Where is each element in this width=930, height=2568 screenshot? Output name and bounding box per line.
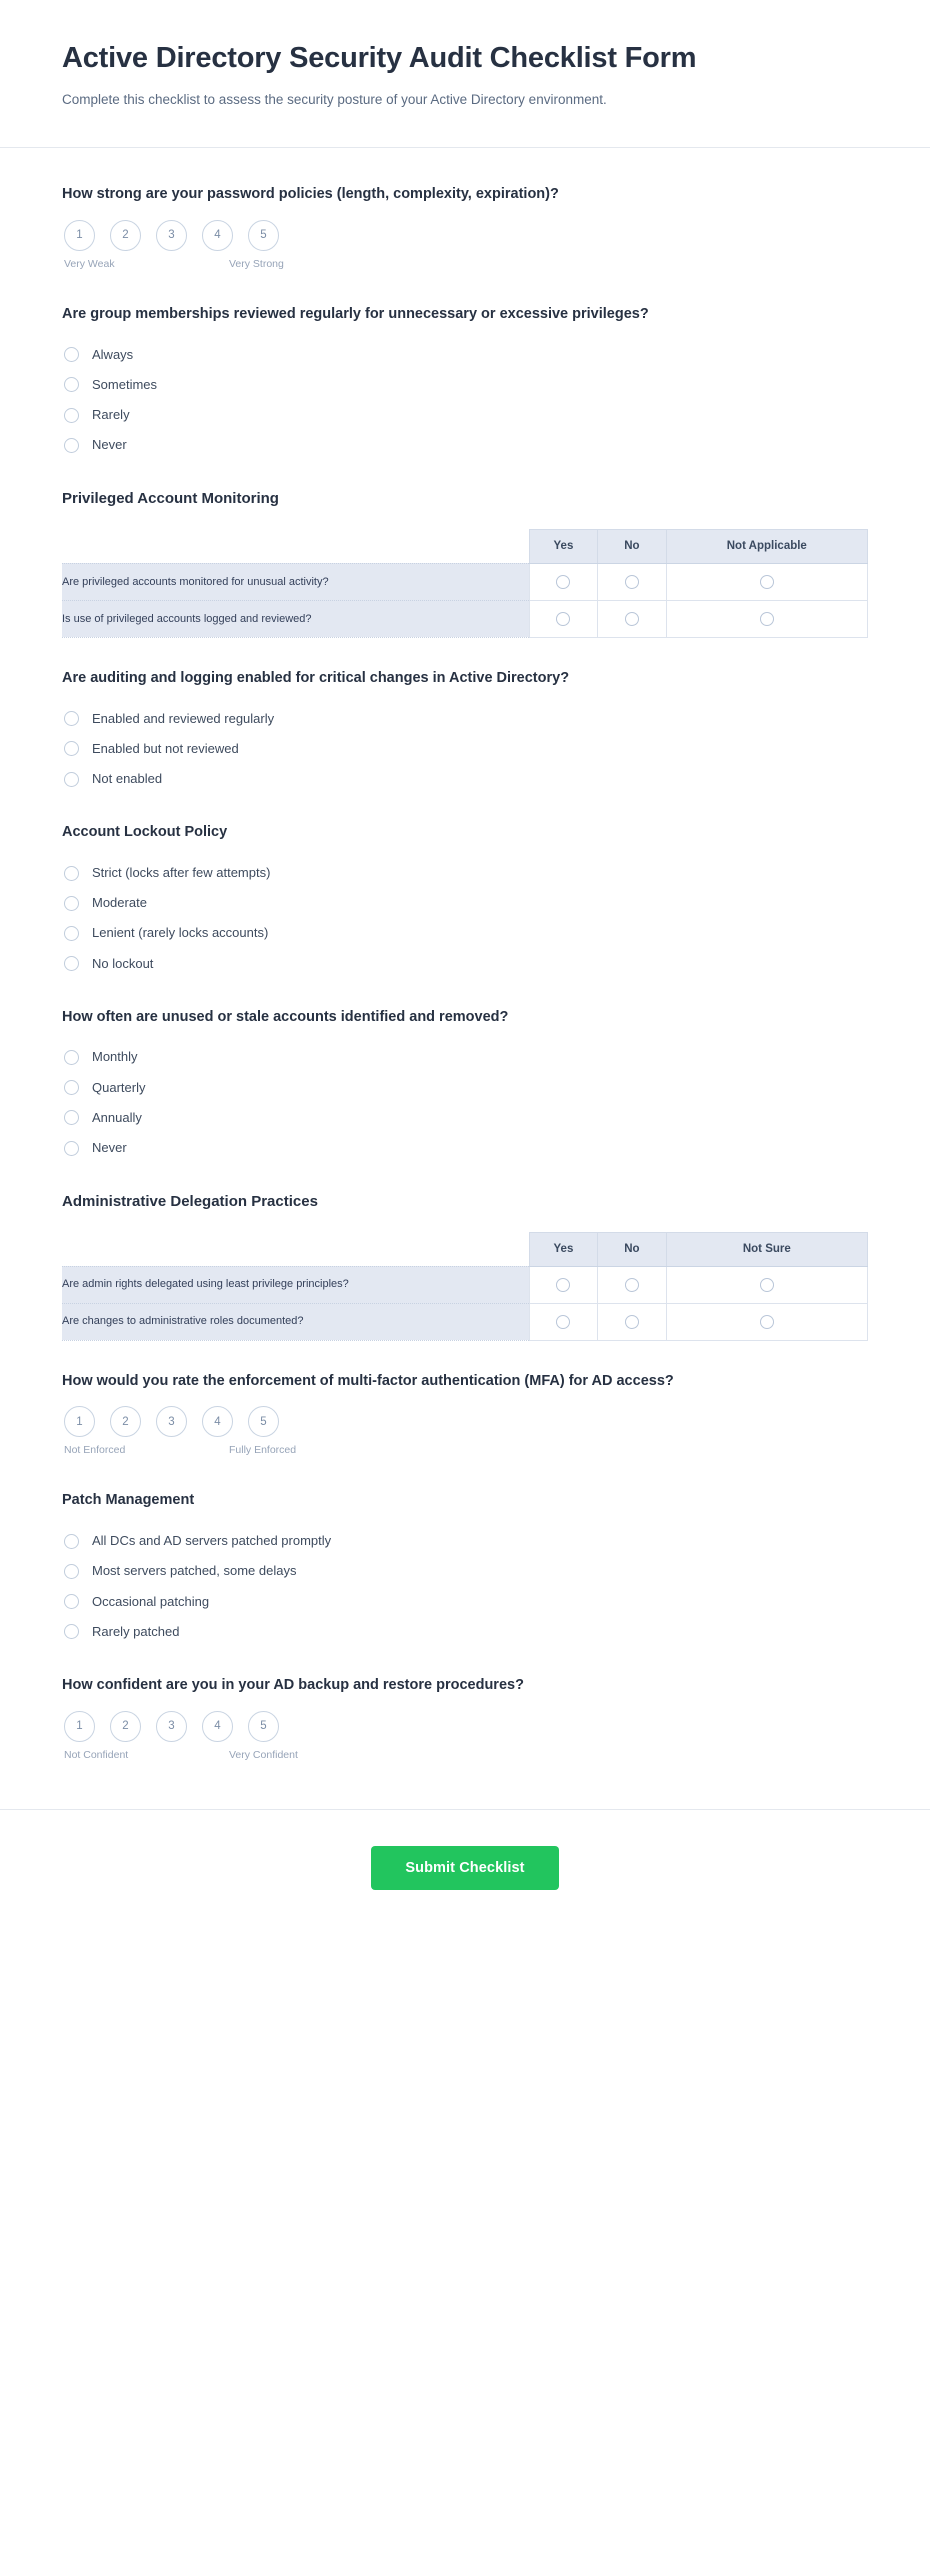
radio-option-label: Always	[92, 346, 134, 362]
radio-option[interactable]	[64, 400, 868, 430]
matrix-option-cell[interactable]	[666, 1266, 867, 1303]
radio-circle-icon[interactable]	[625, 575, 639, 589]
radio-option-label: Not enabled	[92, 771, 163, 787]
matrix-option-cell[interactable]	[666, 1303, 867, 1340]
radio-circle-icon[interactable]	[64, 711, 79, 726]
rating-option-4[interactable]: 4	[202, 1406, 233, 1437]
radio-option[interactable]	[64, 1617, 868, 1647]
rating-legend	[64, 1444, 324, 1462]
question-group-membership-review	[62, 294, 868, 479]
radio-option-label: Annually	[92, 1109, 142, 1125]
radio-option[interactable]	[64, 764, 868, 794]
matrix-column-header: No	[598, 1232, 666, 1266]
matrix-option-cell[interactable]	[529, 563, 597, 600]
radio-option[interactable]	[64, 1103, 868, 1133]
rating-option-3[interactable]: 3	[156, 1711, 187, 1742]
matrix-table-wrapper	[62, 529, 868, 638]
matrix-option-cell[interactable]	[598, 600, 666, 637]
radio-option-label: Monthly	[92, 1049, 138, 1065]
radio-circle-icon[interactable]	[760, 1278, 774, 1292]
radio-option[interactable]	[64, 340, 868, 370]
matrix-row	[62, 1303, 868, 1340]
radio-option[interactable]	[64, 1133, 868, 1163]
radio-circle-icon[interactable]	[64, 408, 79, 423]
radio-option[interactable]	[64, 704, 868, 734]
radio-option[interactable]	[64, 734, 868, 764]
radio-circle-icon[interactable]	[64, 926, 79, 941]
radio-circle-icon[interactable]	[556, 1315, 570, 1329]
matrix-option-cell[interactable]	[598, 1303, 666, 1340]
question-label: Are auditing and logging enabled for critical changes in Active Directory?	[62, 669, 570, 686]
radio-option[interactable]	[64, 1042, 868, 1072]
rating-option-1[interactable]: 1	[64, 1406, 95, 1437]
matrix-header-row	[62, 529, 868, 563]
matrix-header-row	[62, 1232, 868, 1266]
question-label: Administrative Delegation Practices	[62, 1193, 318, 1211]
matrix-table	[62, 529, 868, 638]
radio-circle-icon[interactable]	[556, 575, 570, 589]
matrix-column-header: Yes	[529, 1232, 597, 1266]
radio-circle-icon[interactable]	[64, 896, 79, 911]
matrix-table-wrapper	[62, 1232, 868, 1341]
radio-circle-icon[interactable]	[64, 956, 79, 971]
rating-scale	[64, 1711, 868, 1742]
matrix-option-cell[interactable]	[598, 563, 666, 600]
radio-circle-icon[interactable]	[625, 1315, 639, 1329]
question-administrative-delegation-practices	[62, 1181, 868, 1361]
radio-option-label: Rarely	[92, 407, 130, 423]
radio-option-label: Moderate	[92, 895, 147, 911]
question-stale-account-removal	[62, 997, 868, 1182]
question-label: How strong are your password policies (length, complexity, expiration)?	[62, 186, 559, 203]
matrix-column-header: Yes	[529, 529, 597, 563]
matrix-row-label: Are privileged accounts monitored for unusual activity?	[62, 563, 529, 600]
radio-group	[64, 1042, 868, 1163]
radio-circle-icon[interactable]	[625, 612, 639, 626]
form-header	[0, 0, 930, 148]
rating-legend-low: Not Enforced	[64, 1444, 126, 1457]
radio-option[interactable]	[64, 430, 868, 460]
rating-option-2[interactable]: 2	[110, 1406, 141, 1437]
radio-circle-icon[interactable]	[760, 1315, 774, 1329]
matrix-table	[62, 1232, 868, 1341]
matrix-row-label: Are changes to administrative roles documented?	[62, 1303, 529, 1340]
matrix-row	[62, 1266, 868, 1303]
radio-option-label: Quarterly	[92, 1079, 146, 1095]
rating-option-3[interactable]: 3	[156, 1406, 187, 1437]
matrix-option-cell[interactable]	[598, 1266, 666, 1303]
questions-container	[0, 148, 930, 1785]
rating-option-2[interactable]: 2	[110, 220, 141, 251]
radio-option[interactable]	[64, 1073, 868, 1103]
rating-legend-high: Very Strong	[229, 257, 284, 270]
radio-circle-icon[interactable]	[760, 575, 774, 589]
radio-option-label: Most servers patched, some delays	[92, 1563, 297, 1579]
matrix-column-header: Not Applicable	[666, 529, 867, 563]
radio-option-label: Lenient (rarely locks accounts)	[92, 925, 269, 941]
radio-circle-icon[interactable]	[64, 347, 79, 362]
page-subtitle: Complete this checklist to assess the security posture of your Active Directory environment.	[62, 92, 607, 108]
page-title: Active Directory Security Audit Checklist Form	[62, 42, 697, 74]
question-patch-management	[62, 1480, 868, 1665]
matrix-row-label: Is use of privileged accounts logged and reviewed?	[62, 600, 529, 637]
radio-option-label: No lockout	[92, 955, 154, 971]
radio-option-label: Enabled but not reviewed	[92, 740, 239, 756]
question-password-policy-strength	[62, 174, 868, 294]
radio-option-label: Never	[92, 437, 127, 453]
rating-option-1[interactable]: 1	[64, 220, 95, 251]
radio-circle-icon[interactable]	[64, 1141, 79, 1156]
radio-option[interactable]	[64, 858, 868, 888]
radio-option-label: Rarely patched	[92, 1623, 180, 1639]
question-label: Account Lockout Policy	[62, 824, 228, 841]
radio-circle-icon[interactable]	[64, 772, 79, 787]
matrix-row	[62, 563, 868, 600]
radio-circle-icon[interactable]	[625, 1278, 639, 1292]
radio-circle-icon[interactable]	[64, 1624, 79, 1639]
rating-scale	[64, 1406, 868, 1437]
radio-option[interactable]	[64, 370, 868, 400]
rating-legend-high: Fully Enforced	[229, 1444, 297, 1457]
matrix-option-cell[interactable]	[666, 563, 867, 600]
rating-option-4[interactable]: 4	[202, 220, 233, 251]
radio-option[interactable]	[64, 918, 868, 948]
radio-option[interactable]	[64, 1556, 868, 1586]
question-label: How would you rate the enforcement of multi-factor authentication (MFA) for AD access?	[62, 1372, 674, 1389]
radio-option-label: Sometimes	[92, 376, 158, 392]
matrix-corner-cell	[62, 529, 529, 563]
rating-legend	[64, 258, 324, 276]
question-label: How often are unused or stale accounts identified and removed?	[62, 1008, 509, 1025]
rating-option-4[interactable]: 4	[202, 1711, 233, 1742]
question-auditing-logging-enabled	[62, 658, 868, 812]
question-label: Patch Management	[62, 1492, 195, 1509]
radio-option[interactable]	[64, 1526, 868, 1556]
rating-option-5[interactable]: 5	[248, 1711, 279, 1742]
question-mfa-enforcement	[62, 1361, 868, 1481]
radio-circle-icon[interactable]	[64, 377, 79, 392]
radio-option[interactable]	[64, 949, 868, 979]
radio-circle-icon[interactable]	[64, 866, 79, 881]
radio-circle-icon[interactable]	[64, 1564, 79, 1579]
matrix-column-header: No	[598, 529, 666, 563]
matrix-row	[62, 600, 868, 637]
question-backup-restore-confidence	[62, 1665, 868, 1785]
radio-circle-icon[interactable]	[64, 1594, 79, 1609]
rating-scale	[64, 220, 868, 251]
rating-legend	[64, 1749, 324, 1767]
question-account-lockout-policy	[62, 812, 868, 997]
radio-option[interactable]	[64, 1587, 868, 1617]
radio-option-label: Enabled and reviewed regularly	[92, 710, 275, 726]
radio-circle-icon[interactable]	[64, 1110, 79, 1125]
question-label: Privileged Account Monitoring	[62, 490, 279, 508]
radio-option-label: Never	[92, 1140, 127, 1156]
radio-option-label: Strict (locks after few attempts)	[92, 864, 271, 880]
radio-group	[64, 1526, 868, 1647]
matrix-column-header: Not Sure	[666, 1232, 867, 1266]
rating-option-5[interactable]: 5	[248, 1406, 279, 1437]
matrix-option-cell[interactable]	[529, 1303, 597, 1340]
radio-group	[64, 704, 868, 795]
radio-circle-icon[interactable]	[64, 1534, 79, 1549]
radio-option[interactable]	[64, 888, 868, 918]
matrix-option-cell[interactable]	[529, 1266, 597, 1303]
rating-legend-low: Very Weak	[64, 257, 115, 270]
rating-legend-high: Very Confident	[229, 1748, 298, 1761]
form-footer	[0, 1809, 930, 1930]
radio-option-label: Occasional patching	[92, 1593, 210, 1609]
rating-option-5[interactable]: 5	[248, 220, 279, 251]
rating-option-3[interactable]: 3	[156, 220, 187, 251]
radio-circle-icon[interactable]	[556, 1278, 570, 1292]
rating-option-2[interactable]: 2	[110, 1711, 141, 1742]
matrix-option-cell[interactable]	[666, 600, 867, 637]
radio-option-label: All DCs and AD servers patched promptly	[92, 1533, 332, 1549]
matrix-option-cell[interactable]	[529, 600, 597, 637]
question-label: How confident are you in your AD backup and restore procedures?	[62, 1676, 524, 1693]
radio-circle-icon[interactable]	[64, 1080, 79, 1095]
radio-circle-icon[interactable]	[760, 612, 774, 626]
radio-circle-icon[interactable]	[64, 438, 79, 453]
rating-option-1[interactable]: 1	[64, 1711, 95, 1742]
submit-checklist-button[interactable]: Submit Checklist	[371, 1846, 558, 1890]
radio-circle-icon[interactable]	[64, 1050, 79, 1065]
question-privileged-account-monitoring	[62, 478, 868, 658]
matrix-corner-cell	[62, 1232, 529, 1266]
radio-circle-icon[interactable]	[556, 612, 570, 626]
rating-legend-low: Not Confident	[64, 1748, 129, 1761]
matrix-row-label: Are admin rights delegated using least privilege principles?	[62, 1266, 529, 1303]
radio-group	[64, 858, 868, 979]
radio-circle-icon[interactable]	[64, 741, 79, 756]
radio-group	[64, 340, 868, 461]
question-label: Are group memberships reviewed regularly for unnecessary or excessive privileges?	[62, 305, 649, 322]
